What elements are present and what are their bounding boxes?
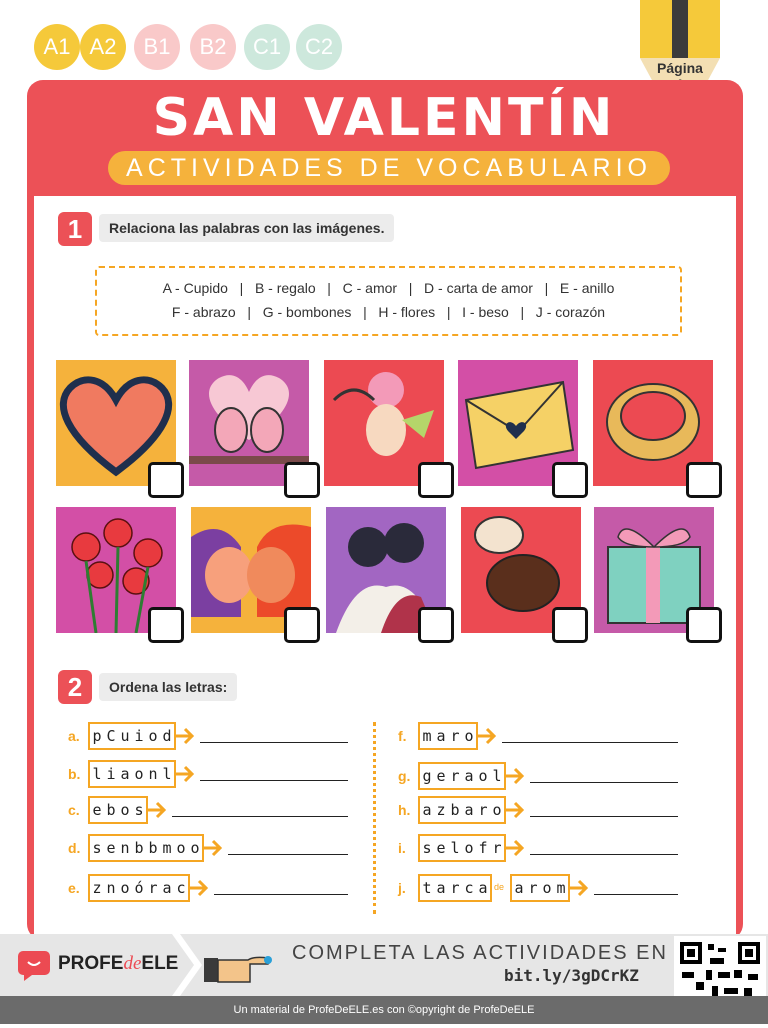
checkbox-hug[interactable]: [418, 607, 454, 643]
item-letter: i.: [398, 840, 406, 856]
letter-tile: e: [436, 767, 446, 785]
letter-tile: n: [106, 879, 116, 897]
letter-tile: o: [190, 839, 200, 857]
letter-tile: r: [148, 879, 158, 897]
letter-tile: o: [134, 765, 144, 783]
word-bank-line-1: A - Cupido | B - regalo | C - amor | D - carta de amor | E - anillo: [162, 280, 615, 296]
letter-tile: z: [436, 801, 446, 819]
letter-tile: r: [492, 839, 502, 857]
letter-tile: z: [92, 879, 102, 897]
letter-tile: o: [464, 727, 474, 745]
level-badge-c1: C1: [244, 24, 290, 70]
checkbox-love-letter[interactable]: [552, 462, 588, 498]
letter-tiles: [418, 834, 506, 862]
brand-suffix: ELE: [141, 953, 179, 974]
answer-line[interactable]: [172, 816, 348, 817]
letter-tile: m: [422, 727, 432, 745]
level-badge-b1: B1: [134, 24, 180, 70]
brand-logo[interactable]: [58, 953, 178, 975]
answer-line[interactable]: [530, 816, 678, 817]
worksheet-subtitle: ACTIVIDADES DE VOCABULARIO: [108, 151, 670, 185]
letter-tile: m: [556, 879, 566, 897]
pointing-hand-icon: [204, 946, 274, 986]
letter-tile: d: [162, 727, 172, 745]
letter-tile: a: [478, 879, 488, 897]
letter-tile: c: [176, 879, 186, 897]
item-letter: c.: [68, 802, 80, 818]
letter-tile: s: [134, 801, 144, 819]
arrow-right-icon: [504, 765, 526, 787]
connector-word: de: [494, 882, 505, 892]
arrow-right-icon: [476, 725, 498, 747]
section-2-number: 2: [58, 670, 92, 704]
answer-line[interactable]: [594, 894, 678, 895]
letter-tile: e: [92, 801, 102, 819]
letter-tiles: [88, 834, 204, 862]
letter-tile: m: [162, 839, 172, 857]
checkbox-chocolates[interactable]: [552, 607, 588, 643]
arrow-right-icon: [568, 877, 590, 899]
letter-tile: o: [478, 767, 488, 785]
cta-link[interactable]: bit.ly/3gDCrKZ: [504, 966, 639, 985]
letter-tile: i: [134, 727, 144, 745]
letter-tile: r: [450, 727, 460, 745]
letter-tiles: [88, 874, 190, 902]
brand-de: de: [123, 953, 142, 974]
letter-tile: a: [514, 879, 524, 897]
letter-tile: a: [436, 727, 446, 745]
letter-tile: o: [176, 839, 186, 857]
answer-line[interactable]: [200, 742, 348, 743]
answer-line[interactable]: [502, 742, 678, 743]
letter-tile: g: [422, 767, 432, 785]
arrow-right-icon: [146, 799, 168, 821]
letter-tile: r: [478, 801, 488, 819]
letter-tile: o: [464, 839, 474, 857]
letter-tile: s: [92, 839, 102, 857]
letter-tile: i: [106, 765, 116, 783]
letter-tiles: [418, 796, 506, 824]
letter-tile: b: [450, 801, 460, 819]
letter-tile: r: [450, 879, 460, 897]
letter-tile: s: [422, 839, 432, 857]
letter-tile: o: [542, 879, 552, 897]
cta-text: COMPLETA LAS ACTIVIDADES EN: [292, 942, 668, 964]
item-letter: a.: [68, 728, 80, 744]
section-1-number: 1: [58, 212, 92, 246]
copyright-bar: Un material de ProfeDeELE.es con ©opyright de ProfeDeELE: [0, 996, 768, 1024]
column-divider: [373, 722, 376, 914]
brand-prefix: PROFE: [58, 953, 124, 974]
letter-tile: o: [120, 801, 130, 819]
letter-tile: ó: [134, 879, 144, 897]
letter-tile: b: [148, 839, 158, 857]
answer-line[interactable]: [214, 894, 348, 895]
letter-tile: e: [106, 839, 116, 857]
checkbox-heart[interactable]: [148, 462, 184, 498]
answer-line[interactable]: [530, 782, 678, 783]
letter-tiles: [418, 722, 478, 750]
level-badge-c2: C2: [296, 24, 342, 70]
letter-tile: b: [134, 839, 144, 857]
letter-tile: e: [436, 839, 446, 857]
letter-tile: c: [464, 879, 474, 897]
checkbox-birds[interactable]: [284, 462, 320, 498]
letter-tile: a: [464, 767, 474, 785]
answer-line[interactable]: [200, 780, 348, 781]
letter-tile: f: [478, 839, 488, 857]
section-1-instruction: Relaciona las palabras con las imágenes.: [99, 214, 394, 242]
worksheet-title: SAN VALENTÍN: [152, 88, 616, 148]
arrow-right-icon: [504, 837, 526, 859]
checkbox-gift[interactable]: [686, 607, 722, 643]
letter-tile: o: [120, 879, 130, 897]
footer-bar: [0, 934, 768, 996]
arrow-right-icon: [174, 763, 196, 785]
letter-tile: n: [120, 839, 130, 857]
letter-tiles: [88, 722, 176, 750]
letter-tile: l: [92, 765, 102, 783]
letter-tile: u: [120, 727, 130, 745]
section-2-instruction: Ordena las letras:: [99, 673, 237, 701]
checkbox-roses[interactable]: [148, 607, 184, 643]
arrow-right-icon: [202, 837, 224, 859]
letter-tile: r: [528, 879, 538, 897]
item-letter: b.: [68, 766, 81, 782]
item-letter: e.: [68, 880, 80, 896]
letter-tile: t: [422, 879, 432, 897]
answer-line[interactable]: [228, 854, 348, 855]
item-letter: h.: [398, 802, 411, 818]
level-badge-a1: A1: [34, 24, 80, 70]
level-badge-a2: A2: [80, 24, 126, 70]
letter-tile: o: [148, 727, 158, 745]
arrow-right-icon: [504, 799, 526, 821]
arrow-right-icon: [174, 725, 196, 747]
letter-tile: a: [436, 879, 446, 897]
letter-tile: a: [120, 765, 130, 783]
checkbox-kiss[interactable]: [284, 607, 320, 643]
letter-tile: l: [492, 767, 502, 785]
item-letter: f.: [398, 728, 407, 744]
item-letter: d.: [68, 840, 81, 856]
letter-tiles: [418, 874, 492, 902]
letter-tile: p: [92, 727, 102, 745]
page-label: Página: [657, 60, 703, 76]
letter-tile: a: [422, 801, 432, 819]
letter-tile: a: [162, 879, 172, 897]
letter-tile: l: [450, 839, 460, 857]
letter-tiles: [88, 796, 148, 824]
checkbox-ring[interactable]: [686, 462, 722, 498]
letter-tile: r: [450, 767, 460, 785]
word-bank: [95, 266, 682, 336]
letter-tile: a: [464, 801, 474, 819]
checkbox-cupid[interactable]: [418, 462, 454, 498]
letter-tile: l: [162, 765, 172, 783]
letter-tile: n: [148, 765, 158, 783]
letter-tiles: [418, 762, 506, 790]
letter-tile: C: [106, 727, 116, 745]
level-badge-b2: B2: [190, 24, 236, 70]
letter-tiles: [88, 760, 176, 788]
letter-tile: o: [492, 801, 502, 819]
chat-bubble-logo-icon: [18, 951, 50, 981]
item-letter: j.: [398, 880, 406, 896]
letter-tile: b: [106, 801, 116, 819]
item-letter: g.: [398, 768, 411, 784]
letter-tiles: [510, 874, 570, 902]
answer-line[interactable]: [530, 854, 678, 855]
word-bank-line-2: F - abrazo | G - bombones | H - flores | I - beso | J - corazón: [171, 304, 606, 320]
footer-chevron: [172, 934, 202, 996]
arrow-right-icon: [188, 877, 210, 899]
